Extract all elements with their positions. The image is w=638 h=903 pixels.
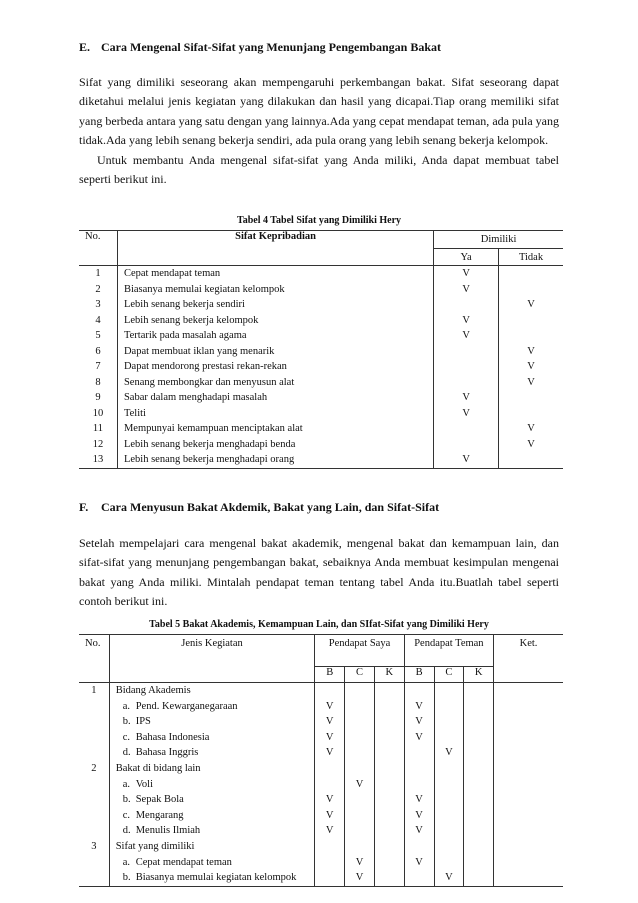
row-number: 1: [79, 683, 109, 699]
row-number: 6: [79, 344, 117, 360]
row-number: [79, 870, 109, 886]
teman-k-mark: [464, 761, 494, 777]
activity-label: Bahasa Inggris: [135, 747, 199, 759]
row-number: [79, 730, 109, 746]
ket-cell: [494, 745, 563, 761]
table-row: [79, 761, 563, 777]
saya-k-mark: [374, 792, 404, 808]
tidak-mark: [499, 313, 563, 329]
saya-b-mark: [315, 839, 345, 855]
row-number: [79, 823, 109, 839]
teman-k-mark: [464, 699, 494, 715]
trait-cell: Mempunyai kemampuan menciptakan alat: [117, 421, 433, 437]
saya-k-mark: [374, 745, 404, 761]
table-4-header-no: No.: [79, 231, 117, 266]
trait-cell: Lebih senang bekerja kelompok: [117, 313, 433, 329]
activity-label: Bakat di bidang lain: [115, 762, 201, 774]
table-row: [79, 683, 563, 699]
saya-b-mark: [315, 855, 345, 871]
row-number: [79, 745, 109, 761]
row-number: 10: [79, 406, 117, 422]
tidak-mark: V: [527, 423, 535, 434]
saya-k-mark: [374, 870, 404, 886]
table-row: [79, 421, 563, 437]
saya-b-mark: V: [315, 714, 345, 730]
ket-cell: [494, 839, 563, 855]
item-letter: d.: [122, 825, 131, 837]
trait-cell: Tertarik pada masalah agama: [117, 328, 433, 344]
activity-cell: [109, 761, 315, 777]
table-row: [79, 808, 563, 824]
activity-cell: [109, 777, 315, 793]
teman-b-mark: [404, 745, 434, 761]
activity-label: IPS: [135, 716, 151, 728]
table-row: [79, 297, 563, 313]
saya-b-mark: V: [315, 699, 345, 715]
ya-mark: V: [434, 406, 499, 422]
section-f-body: [79, 534, 559, 612]
trait-cell: Sabar dalam menghadapi masalah: [117, 390, 433, 406]
item-letter: a.: [122, 700, 130, 712]
activity-label: Pend. Kewarganegaraan: [135, 700, 238, 712]
teman-b-mark: V: [404, 699, 434, 715]
teman-b-mark: V: [404, 730, 434, 746]
row-number: 4: [79, 313, 117, 329]
section-e-heading: [79, 40, 441, 55]
row-number: 11: [79, 421, 117, 437]
activity-label: Sepak Bola: [135, 794, 184, 806]
teman-k-mark: [464, 839, 494, 855]
ya-mark: [434, 297, 499, 313]
item-letter: d.: [122, 747, 131, 759]
teman-k-mark: [464, 823, 494, 839]
table-row: [79, 839, 563, 855]
table-4-caption: Tabel 4 Tabel Sifat yang Dimiliki Hery: [236, 215, 402, 226]
table-5: [79, 634, 563, 887]
ket-cell: [494, 777, 563, 793]
saya-c-mark: [345, 839, 375, 855]
row-number: 12: [79, 437, 117, 453]
row-number: 3: [79, 297, 117, 313]
table-row: [79, 390, 563, 406]
ket-cell: [494, 870, 563, 886]
table-row: [79, 328, 563, 344]
row-number: 3: [79, 839, 109, 855]
trait-cell: Dapat mendorong prestasi rekan-rekan: [117, 359, 433, 375]
saya-b-mark: V: [315, 808, 345, 824]
table-row: [79, 745, 563, 761]
tidak-mark: V: [527, 345, 535, 357]
section-e-paragraph-2: Untuk membantu Anda mengenal sifat-sifat yang Anda miliki, Anda dapat membuat tabel seperti berikut ini.: [79, 152, 559, 187]
section-e-title: Cara Mengenal Sifat-Sifat yang Menunjang Pengembangan Bakat: [101, 40, 442, 54]
ket-cell: [494, 808, 563, 824]
table-5-caption: Tabel 5 Bakat Akademis, Kemampuan Lain, dan SIfat-Sifat yang Dimiliki Hery: [149, 619, 489, 630]
trait-cell: Teliti: [117, 406, 433, 422]
table-row: [79, 870, 563, 886]
teman-b-mark: [404, 839, 434, 855]
table-row: [79, 792, 563, 808]
row-number: [79, 855, 109, 871]
tidak-mark: V: [527, 376, 535, 388]
saya-c-mark: [345, 792, 375, 808]
saya-k-mark: [374, 730, 404, 746]
row-number: [79, 808, 109, 824]
section-e-number: E.: [79, 40, 91, 54]
saya-k-mark: [374, 855, 404, 871]
activity-cell: [109, 839, 315, 855]
trait-cell: Senang membongkar dan menyusun alat: [117, 375, 433, 391]
table-5-header-teman-b: B: [404, 667, 434, 683]
ya-mark: [434, 421, 499, 437]
table-5-header-jenis: Jenis Kegiatan: [109, 635, 315, 683]
table-5-body: [79, 683, 563, 887]
ket-cell: [494, 855, 563, 871]
activity-label: Bidang Akademis: [115, 685, 191, 696]
item-letter: a.: [122, 778, 130, 790]
ya-mark: [434, 375, 499, 391]
ya-mark: [434, 437, 499, 453]
trait-cell: Dapat membuat iklan yang menarik: [117, 344, 433, 360]
teman-k-mark: [464, 777, 494, 793]
table-row: [79, 823, 563, 839]
saya-b-mark: V: [315, 745, 345, 761]
row-number: [79, 792, 109, 808]
table-4-body: [79, 266, 563, 469]
section-e-paragraph-1: Sifat yang dimiliki seseorang akan mempengaruhi perkembangan bakat. Sifat seseorang dapat diketahui melalui jenis kegiatan yang dilakukan dan hasil yang dicapai.Tiap orang memiliki sifat yang berbeda antara yang satu dengan yang lainnya.Ada yang cepat mendapat teman, ada pula yang tidak.Ada yang lebih senang bekerja sendiri, ada pula orang yang lebih senang bekerja kelompok.: [79, 75, 559, 148]
activity-cell: [109, 870, 315, 886]
item-letter: c.: [122, 731, 130, 743]
saya-c-mark: [345, 699, 375, 715]
activity-cell: [109, 792, 315, 808]
trait-cell: Biasanya memulai kegiatan kelompok: [117, 282, 433, 298]
saya-b-mark: V: [315, 823, 345, 839]
table-4-header-tidak: Tidak: [499, 249, 563, 266]
row-number: [79, 714, 109, 730]
section-f-title: Cara Menyusun Bakat Akdemik, Bakat yang Lain, dan Sifat-Sifat: [101, 500, 440, 514]
teman-c-mark: [434, 730, 464, 746]
teman-b-mark: V: [404, 792, 434, 808]
ya-mark: [434, 359, 499, 375]
tidak-mark: [499, 282, 563, 298]
table-4-header-ya: Ya: [434, 249, 499, 266]
activity-label: Voli: [135, 778, 154, 790]
activity-cell: [109, 714, 315, 730]
tidak-mark: V: [527, 438, 535, 450]
ket-cell: [494, 761, 563, 777]
trait-cell: Lebih senang bekerja menghadapi benda: [117, 437, 433, 453]
table-row: [79, 344, 563, 360]
table-4: [79, 230, 563, 469]
ket-cell: [494, 730, 563, 746]
teman-c-mark: [434, 808, 464, 824]
row-number: 1: [79, 266, 117, 282]
table-row: [79, 437, 563, 453]
tidak-mark: [499, 406, 563, 422]
activity-cell: [109, 808, 315, 824]
teman-k-mark: [464, 870, 494, 886]
table-row: [79, 730, 563, 746]
activity-label: Cepat mendapat teman: [135, 856, 232, 868]
saya-b-mark: [315, 870, 345, 886]
item-letter: b.: [122, 872, 131, 884]
saya-c-mark: V: [345, 855, 375, 871]
table-4-header-row: [79, 231, 563, 249]
saya-b-mark: [315, 777, 345, 793]
section-f-paragraph: Setelah mempelajari cara mengenal bakat akademik, mengenal bakat dan kemampuan lain, dan sifat-sifat yang menunjang pengembangan bakat, sebaiknya Anda membuat kesimpulan mengenai bakat yang Anda miliki. Mintalah pendapat teman tentang tabel Anda itu.Buatlah tabel seperti contoh berikut ini.: [79, 536, 559, 609]
ket-cell: [494, 792, 563, 808]
table-row: [79, 282, 563, 298]
saya-c-mark: V: [345, 870, 375, 886]
teman-c-mark: [434, 839, 464, 855]
table-row: [79, 855, 563, 871]
ya-mark: V: [434, 266, 499, 282]
teman-k-mark: [464, 745, 494, 761]
item-letter: a.: [122, 856, 130, 868]
ket-cell: [494, 683, 563, 699]
saya-c-mark: [345, 761, 375, 777]
activity-cell: [109, 823, 315, 839]
saya-b-mark: V: [315, 792, 345, 808]
activity-cell: [109, 730, 315, 746]
saya-k-mark: [374, 699, 404, 715]
tidak-mark: [499, 452, 563, 468]
activity-label: Sifat yang dimiliki: [115, 840, 195, 852]
trait-cell: Lebih senang bekerja sendiri: [117, 297, 433, 313]
saya-k-mark: [374, 808, 404, 824]
section-f-number: F.: [79, 500, 89, 514]
activity-label: Biasanya memulai kegiatan kelompok: [135, 872, 297, 884]
saya-c-mark: [345, 823, 375, 839]
table-5-header-teman-c: C: [434, 667, 464, 683]
table-5-header-teman-k: K: [464, 667, 494, 683]
table-row: [79, 359, 563, 375]
teman-b-mark: V: [404, 855, 434, 871]
saya-c-mark: [345, 714, 375, 730]
table-5-header-saya-b: B: [315, 667, 345, 683]
table-4-header-sifat: Sifat Kepribadian: [117, 231, 433, 266]
trait-cell: Lebih senang bekerja menghadapi orang: [117, 452, 433, 468]
saya-c-mark: [345, 730, 375, 746]
teman-c-mark: [434, 761, 464, 777]
item-letter: c.: [122, 809, 130, 821]
teman-c-mark: V: [434, 870, 464, 886]
ket-cell: [494, 823, 563, 839]
tidak-mark: [499, 266, 563, 282]
saya-c-mark: V: [345, 777, 375, 793]
ket-cell: [494, 699, 563, 715]
table-5-header-row: [79, 635, 563, 667]
activity-cell: [109, 683, 315, 699]
ya-mark: V: [434, 390, 499, 406]
activity-cell: [109, 745, 315, 761]
saya-b-mark: V: [315, 730, 345, 746]
row-number: 7: [79, 359, 117, 375]
table-4-header-dimiliki: Dimiliki: [434, 231, 563, 249]
teman-b-mark: [404, 870, 434, 886]
table-row: [79, 699, 563, 715]
activity-label: Mengarang: [135, 809, 184, 821]
table-5-header-ket: Ket.: [494, 635, 563, 683]
teman-c-mark: [434, 683, 464, 699]
ket-cell: [494, 714, 563, 730]
tidak-mark: V: [527, 299, 535, 310]
ya-mark: V: [434, 452, 499, 468]
saya-k-mark: [374, 761, 404, 777]
ya-mark: [434, 344, 499, 360]
row-number: 5: [79, 328, 117, 344]
teman-c-mark: [434, 714, 464, 730]
table-5-header-no: No.: [79, 635, 109, 683]
row-number: 8: [79, 375, 117, 391]
section-f-heading: [79, 500, 439, 515]
table-row: [79, 714, 563, 730]
table-row: [79, 406, 563, 422]
tidak-mark: [499, 390, 563, 406]
teman-k-mark: [464, 792, 494, 808]
saya-k-mark: [374, 839, 404, 855]
table-row: [79, 313, 563, 329]
table-5-header-pendapat-saya: Pendapat Saya: [315, 635, 404, 667]
saya-c-mark: [345, 808, 375, 824]
row-number: 2: [79, 282, 117, 298]
ya-mark: V: [434, 328, 499, 344]
activity-label: Menulis Ilmiah: [135, 825, 201, 837]
teman-b-mark: V: [404, 808, 434, 824]
saya-k-mark: [374, 683, 404, 699]
teman-b-mark: [404, 777, 434, 793]
teman-k-mark: [464, 855, 494, 871]
saya-b-mark: [315, 683, 345, 699]
row-number: 2: [79, 761, 109, 777]
table-row: [79, 777, 563, 793]
table-5-header-pendapat-teman: Pendapat Teman: [404, 635, 493, 667]
row-number: 9: [79, 390, 117, 406]
saya-k-mark: [374, 714, 404, 730]
teman-c-mark: [434, 855, 464, 871]
trait-cell: Cepat mendapat teman: [117, 266, 433, 282]
tidak-mark: [499, 328, 563, 344]
teman-k-mark: [464, 714, 494, 730]
teman-b-mark: [404, 683, 434, 699]
ya-mark: V: [434, 313, 499, 329]
activity-cell: [109, 699, 315, 715]
teman-c-mark: [434, 792, 464, 808]
saya-b-mark: [315, 761, 345, 777]
tidak-mark: V: [527, 361, 535, 372]
row-number: [79, 699, 109, 715]
section-e-body: [79, 73, 559, 189]
saya-c-mark: [345, 745, 375, 761]
teman-b-mark: V: [404, 714, 434, 730]
row-number: [79, 777, 109, 793]
activity-label: Bahasa Indonesia: [135, 731, 210, 743]
table-row: [79, 266, 563, 282]
teman-b-mark: [404, 761, 434, 777]
teman-c-mark: [434, 699, 464, 715]
table-row: [79, 452, 563, 468]
row-number: 13: [79, 452, 117, 468]
teman-c-mark: [434, 777, 464, 793]
teman-k-mark: [464, 730, 494, 746]
saya-k-mark: [374, 823, 404, 839]
table-5-header-saya-c: C: [345, 667, 375, 683]
teman-b-mark: V: [404, 823, 434, 839]
teman-k-mark: [464, 683, 494, 699]
item-letter: b.: [122, 794, 131, 806]
teman-k-mark: [464, 808, 494, 824]
table-row: [79, 375, 563, 391]
teman-c-mark: V: [434, 745, 464, 761]
ya-mark: V: [434, 282, 499, 298]
saya-k-mark: [374, 777, 404, 793]
item-letter: b.: [122, 716, 131, 728]
saya-c-mark: [345, 683, 375, 699]
activity-cell: [109, 855, 315, 871]
teman-c-mark: [434, 823, 464, 839]
table-5-header-saya-k: K: [374, 667, 404, 683]
